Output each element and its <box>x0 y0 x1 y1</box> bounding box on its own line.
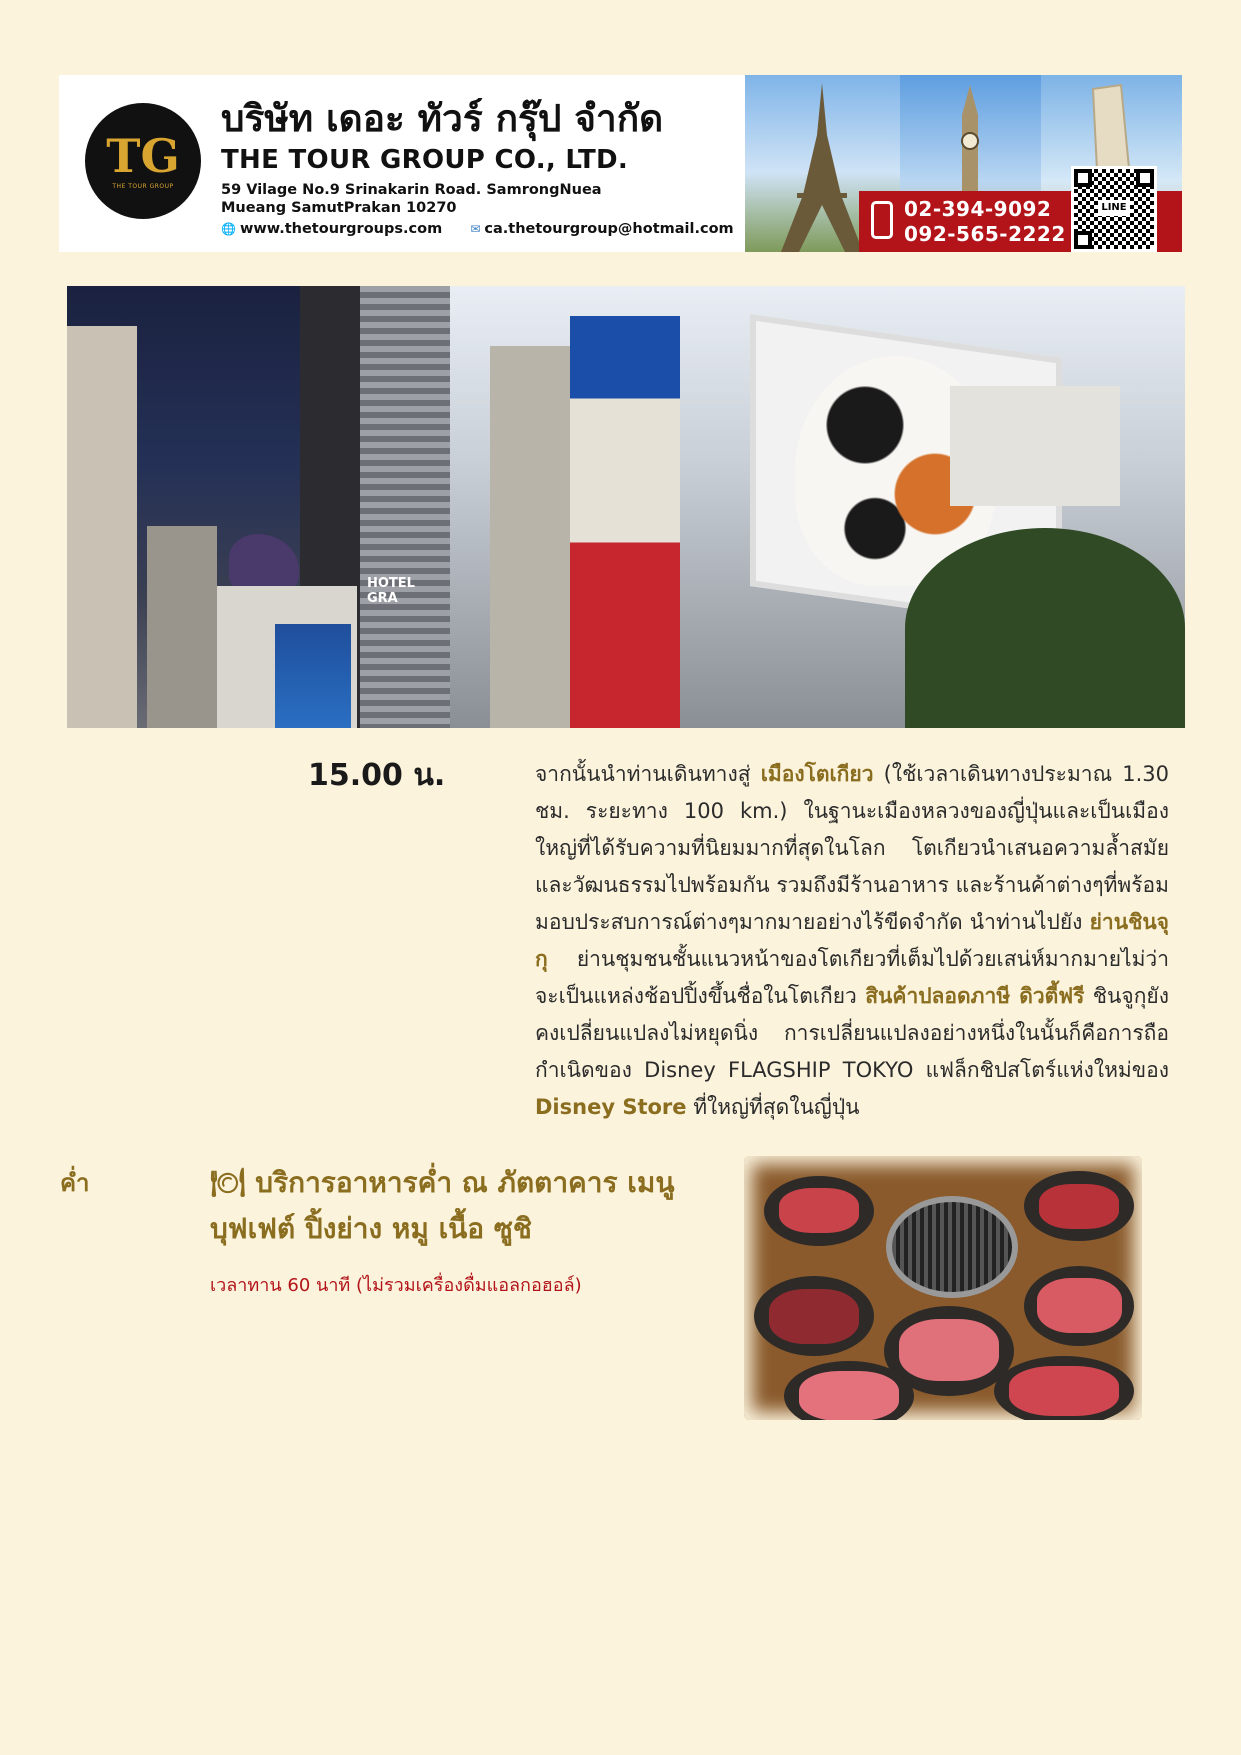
qr-corner <box>1074 169 1092 187</box>
phone-numbers <box>904 197 1066 247</box>
company-logo <box>85 103 201 219</box>
highlight-shinjuku: ย่านชินจุกุ <box>535 910 1169 971</box>
address-line-1: 59 Vilage No.9 Srinakarin Road. SamrongNuea <box>221 182 602 198</box>
desc-text: (ใช้เวลาเดินทางประมาณ 1.30 ชม. ระยะทาง 100 km.) ในฐานะเมืองหลวงของญี่ปุ่นและเป็นเมืองใหญ่ที่ได้รับความที่นิยมมากที่สุดในโลก โตเกียวนำเสนอความล้ำสมัยและวัฒนธรรมไปพร้อมกัน รวมถึงมีร้านอาหาร และร้านค้าต่างๆที่พร้อมมอบประสบการณ์ต่างๆมากมายอย่างไร้ขีดจำกัด นำท่านไปยัง <box>535 762 1169 934</box>
itinerary-time: 15.00 น. <box>308 758 446 793</box>
logo-mark: TG <box>106 128 180 183</box>
movie-poster <box>275 624 351 728</box>
company-name-thai: บริษัท เดอะ ทัวร์ กรุ๊ป จำกัด <box>221 97 664 140</box>
address-line-2: Mueang SamutPrakan 10270 <box>221 200 457 216</box>
desc-text: จากนั้นนำท่านเดินทางสู่ <box>535 762 761 786</box>
dinner-title-text: บริการอาหารค่ำ ณ ภัตตาคาร เมนูบุฟเฟต์ ปิ้งย่าง หมู เนื้อ ซูชิ <box>210 1166 675 1245</box>
company-banner <box>59 75 1182 252</box>
company-address <box>221 181 602 217</box>
company-name-english: THE TOUR GROUP CO., LTD. <box>221 145 629 175</box>
phone-number-1[interactable]: 02-394-9092 <box>904 197 1052 221</box>
dinner-label: ค่ำ <box>60 1169 90 1197</box>
desc-text: ย่านชุมชนชั้นแนวหน้าของโตเกียวที่เต็มไปด้วยเสน่ห์มากมายไม่ว่าจะเป็นแหล่งช้อปปิ้งขึ้นชื่อในโตเกียว <box>535 947 1169 1008</box>
qr-corner <box>1074 231 1092 249</box>
highlight-duty-free: สินค้าปลอดภาษี ดิวตี้ฟรี <box>865 984 1085 1008</box>
3d-cat-billboard-photo <box>450 286 1185 728</box>
dinner-note: เวลาทาน 60 นาที (ไม่รวมเครื่องดื่มแอลกอฮอล์) <box>210 1275 582 1296</box>
phone-icon <box>871 201 893 239</box>
shinjuku-photo <box>67 286 1185 728</box>
desc-text: ที่ใหญ่ที่สุดในญี่ปุ่น <box>686 1095 860 1119</box>
tree <box>905 528 1185 728</box>
desc-text: ชินจูกุยังคงเปลี่ยนแปลงไม่หยุดนิ่ง การเปลี่ยนแปลงอย่างหนึ่งในนั้นก็คือการถือกำเนิดของ Disney FLAGSHIP TOKYO แฟล็กชิปสโตร์แห่งใหม่ของ <box>535 984 1169 1082</box>
dining-icon: 🍽 <box>210 1166 246 1199</box>
globe-icon: 🌐 <box>221 222 236 236</box>
email-link[interactable]: ca.thetourgroup@hotmail.com <box>484 221 734 237</box>
dinner-title <box>210 1160 710 1252</box>
email-icon: ✉ <box>470 222 481 236</box>
highlight-tokyo: เมืองโตเกียว <box>760 762 874 786</box>
hotel-sign: HOTEL GRA <box>367 576 415 606</box>
logo-subtitle: THE TOUR GROUP <box>112 182 174 190</box>
contact-line <box>221 221 734 237</box>
landmark-photos <box>745 75 1182 252</box>
godzilla-statue <box>229 534 299 594</box>
shinjuku-night-photo <box>67 286 450 728</box>
itinerary-description <box>535 756 1169 1126</box>
yakiniku-buffet-photo <box>744 1156 1142 1420</box>
website-link[interactable]: www.thetourgroups.com <box>239 221 443 237</box>
qr-corner <box>1136 169 1154 187</box>
grill-icon <box>886 1196 1018 1298</box>
phone-number-2[interactable]: 092-565-2222 <box>904 222 1066 246</box>
qr-line-label: LINE <box>1098 200 1130 216</box>
highlight-disney-store: Disney Store <box>535 1095 687 1119</box>
line-qr-code[interactable] <box>1071 166 1157 252</box>
